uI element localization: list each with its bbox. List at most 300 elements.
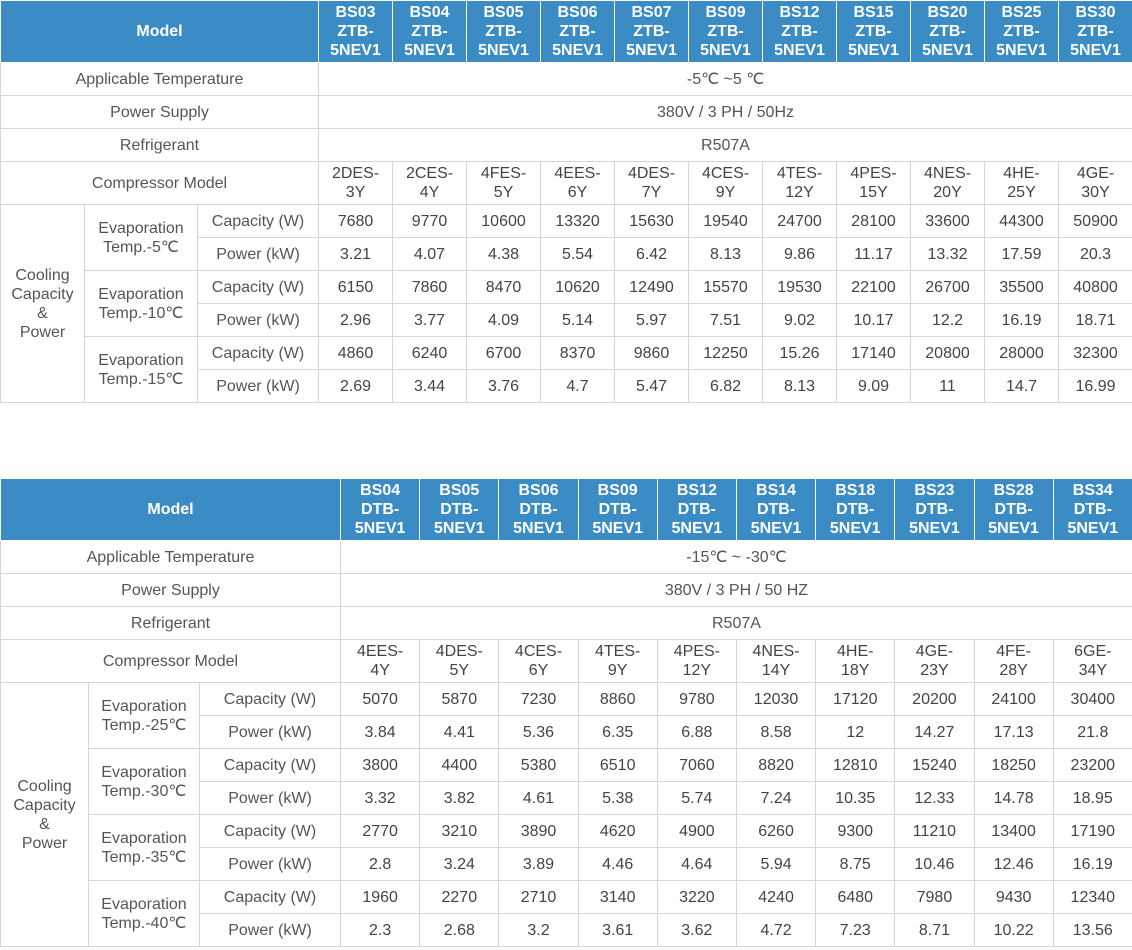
evaporation-temp-line: Evaporation — [98, 219, 184, 237]
capacity-value: 7680 — [319, 205, 393, 238]
power-value: 14.7 — [985, 370, 1059, 403]
evaporation-temp-line: Temp.-30℃ — [101, 782, 187, 800]
capacity-value: 12340 — [1053, 881, 1132, 914]
model-name-line: 5NEV1 — [552, 42, 603, 59]
evaporation-temp-line: Temp.-5℃ — [103, 238, 179, 256]
model-header-row — [1, 479, 1132, 541]
power-value: 11 — [911, 370, 985, 403]
compressor-model-line: 5Y — [449, 662, 470, 679]
model-name-cell — [736, 479, 815, 541]
capacity-value: 17140 — [837, 337, 911, 370]
capacity-value: 15630 — [615, 205, 689, 238]
capacity-value: 8470 — [467, 271, 541, 304]
evaporation-temp-label — [89, 881, 200, 947]
capacity-value: 6240 — [393, 337, 467, 370]
power-value: 2.69 — [319, 370, 393, 403]
capacity-value: 50900 — [1059, 205, 1132, 238]
model-name-cell — [895, 479, 974, 541]
capacity-value: 7860 — [393, 271, 467, 304]
power-value: 3.44 — [393, 370, 467, 403]
refrigerant-value: R507A — [319, 129, 1132, 162]
capacity-value: 15.26 — [763, 337, 837, 370]
power-label: Power (kW) — [198, 370, 319, 403]
capacity-value: 17190 — [1053, 815, 1132, 848]
cooling-label-line: Power — [19, 323, 66, 341]
model-name-cell — [615, 1, 689, 63]
capacity-value: 7980 — [895, 881, 974, 914]
power-value: 16.19 — [985, 304, 1059, 337]
model-name-cell — [974, 479, 1053, 541]
model-name-line: BS28 — [993, 482, 1034, 499]
power-value: 20.3 — [1059, 238, 1132, 271]
model-name-line: BS07 — [631, 4, 672, 21]
compressor-model-label: Compressor Model — [1, 640, 341, 683]
model-name-cell — [1059, 1, 1132, 63]
compressor-model-cell — [615, 162, 689, 205]
model-name-line: BS06 — [557, 4, 598, 21]
capacity-value: 15240 — [895, 749, 974, 782]
power-value: 8.13 — [763, 370, 837, 403]
compressor-model-cell — [341, 640, 420, 683]
compressor-model-line: 20Y — [933, 184, 962, 201]
compressor-model-line: 5Y — [493, 184, 514, 201]
capacity-value: 8860 — [578, 683, 657, 716]
power-value: 17.13 — [974, 716, 1053, 749]
model-name-line: BS20 — [927, 4, 968, 21]
model-name-line: DTB- — [361, 501, 400, 518]
model-name-cell — [467, 1, 541, 63]
power-value: 18.95 — [1053, 782, 1132, 815]
power-value: 18.71 — [1059, 304, 1132, 337]
capacity-value: 4400 — [420, 749, 499, 782]
power-value: 7.23 — [816, 914, 895, 947]
capacity-value: 3800 — [341, 749, 420, 782]
capacity-row — [1, 337, 1132, 370]
power-value: 2.68 — [420, 914, 499, 947]
applicable-temperature-value: -5℃ ~5 ℃ — [319, 63, 1132, 96]
capacity-value: 24100 — [974, 683, 1053, 716]
power-value: 12.2 — [911, 304, 985, 337]
model-name-cell — [1053, 479, 1132, 541]
model-name-line: ZTB- — [633, 23, 670, 40]
capacity-label: Capacity (W) — [198, 271, 319, 304]
evaporation-temp-label — [89, 815, 200, 881]
capacity-value: 15570 — [689, 271, 763, 304]
power-value: 4.61 — [499, 782, 578, 815]
compressor-model-line: 3Y — [345, 184, 366, 201]
power-supply-label: Power Supply — [1, 574, 341, 607]
model-name-line: DTB- — [836, 501, 875, 518]
model-header-label: Model — [1, 479, 341, 541]
model-name-cell — [689, 1, 763, 63]
compressor-model-line: 4CES- — [701, 165, 750, 182]
capacity-value: 28100 — [837, 205, 911, 238]
model-name-line: BS04 — [360, 482, 401, 499]
power-value: 9.86 — [763, 238, 837, 271]
model-name-line: BS12 — [779, 4, 820, 21]
compressor-model-line: 4FES- — [480, 165, 527, 182]
capacity-value: 3890 — [499, 815, 578, 848]
capacity-row — [1, 683, 1132, 716]
power-value: 3.77 — [393, 304, 467, 337]
model-name-line: 5NEV1 — [354, 520, 406, 537]
power-value: 5.54 — [541, 238, 615, 271]
power-value: 3.84 — [341, 716, 420, 749]
refrigerant-row — [1, 607, 1132, 640]
compressor-model-line: 23Y — [920, 662, 949, 679]
power-value: 3.76 — [467, 370, 541, 403]
model-name-line: 5NEV1 — [829, 520, 881, 537]
compressor-model-line: 34Y — [1078, 662, 1108, 679]
model-name-cell — [319, 1, 393, 63]
model-name-line: BS06 — [518, 482, 559, 499]
model-name-line: DTB- — [1073, 501, 1112, 518]
compressor-model-cell — [911, 162, 985, 205]
model-name-line: ZTB- — [929, 23, 966, 40]
power-supply-row — [1, 96, 1132, 129]
model-name-line: 5NEV1 — [909, 520, 960, 537]
model-name-cell — [541, 1, 615, 63]
power-value: 10.35 — [816, 782, 895, 815]
power-supply-value: 380V / 3 PH / 50 HZ — [341, 574, 1132, 607]
capacity-value: 20800 — [911, 337, 985, 370]
model-name-line: ZTB- — [559, 23, 596, 40]
capacity-value: 13320 — [541, 205, 615, 238]
evaporation-temp-line: Temp.-10℃ — [98, 304, 184, 322]
model-name-line: BS09 — [597, 482, 638, 499]
model-name-line: ZTB- — [855, 23, 892, 40]
model-name-line: 5NEV1 — [700, 42, 751, 59]
power-value: 16.19 — [1053, 848, 1132, 881]
model-name-line: DTB- — [440, 501, 479, 518]
compressor-model-line: 4Y — [419, 184, 440, 201]
compressor-model-row — [1, 640, 1132, 683]
compressor-model-cell — [1053, 640, 1132, 683]
capacity-value: 19530 — [763, 271, 837, 304]
capacity-value: 7230 — [499, 683, 578, 716]
power-value: 3.62 — [657, 914, 736, 947]
power-value: 12.46 — [974, 848, 1053, 881]
power-value: 9.02 — [763, 304, 837, 337]
applicable-temperature-value: -15℃ ~ -30℃ — [341, 541, 1132, 574]
model-name-line: BS34 — [1072, 482, 1113, 499]
evaporation-temp-line: Temp.-25℃ — [101, 716, 187, 734]
power-value: 4.46 — [578, 848, 657, 881]
compressor-model-line: 4HE- — [1003, 165, 1040, 182]
power-value: 5.14 — [541, 304, 615, 337]
capacity-value: 6510 — [578, 749, 657, 782]
compressor-model-line: 25Y — [1007, 184, 1036, 201]
power-value: 9.09 — [837, 370, 911, 403]
compressor-model-line: 28Y — [999, 662, 1028, 679]
compressor-model-cell — [736, 640, 815, 683]
compressor-model-cell — [541, 162, 615, 205]
compressor-model-line: 4DES- — [627, 165, 676, 182]
model-name-line: 5NEV1 — [592, 520, 644, 537]
power-value: 3.24 — [420, 848, 499, 881]
compressor-model-cell — [816, 640, 895, 683]
compressor-model-line: 12Y — [785, 184, 814, 201]
evaporation-temp-line: Evaporation — [98, 351, 184, 369]
compressor-model-line: 7Y — [641, 184, 662, 201]
compressor-model-cell — [985, 162, 1059, 205]
power-value: 21.8 — [1053, 716, 1132, 749]
capacity-value: 30400 — [1053, 683, 1132, 716]
compressor-model-line: 4HE- — [837, 643, 874, 660]
model-name-cell — [837, 1, 911, 63]
evaporation-temp-label — [89, 683, 200, 749]
compressor-model-line: 12Y — [682, 662, 712, 679]
compressor-model-line: 6GE- — [1074, 643, 1112, 660]
compressor-model-line: 6Y — [567, 184, 588, 201]
capacity-value: 9860 — [615, 337, 689, 370]
capacity-value: 3210 — [420, 815, 499, 848]
cooling-label-line: Cooling — [17, 777, 72, 795]
power-value: 5.36 — [499, 716, 578, 749]
capacity-value: 17120 — [816, 683, 895, 716]
model-name-cell — [420, 479, 499, 541]
model-name-line: BS25 — [1001, 4, 1042, 21]
capacity-row — [1, 271, 1132, 304]
compressor-model-line: 4GE- — [915, 643, 954, 660]
capacity-value: 28000 — [985, 337, 1059, 370]
applicable-temperature-row — [1, 541, 1132, 574]
power-value: 12.33 — [895, 782, 974, 815]
capacity-label: Capacity (W) — [200, 683, 341, 716]
compressor-model-line: 4Y — [370, 662, 390, 679]
power-value: 4.41 — [420, 716, 499, 749]
power-value: 2.8 — [341, 848, 420, 881]
power-value: 3.89 — [499, 848, 578, 881]
capacity-row — [1, 881, 1132, 914]
refrigerant-label: Refrigerant — [1, 129, 319, 162]
capacity-value: 19540 — [689, 205, 763, 238]
power-value: 4.38 — [467, 238, 541, 271]
model-name-line: ZTB- — [1003, 23, 1040, 40]
capacity-value: 24700 — [763, 205, 837, 238]
capacity-value: 12030 — [736, 683, 815, 716]
capacity-value: 7060 — [657, 749, 736, 782]
model-name-line: 5NEV1 — [1067, 520, 1119, 537]
model-name-line: BS05 — [483, 4, 524, 21]
power-value: 13.56 — [1053, 914, 1132, 947]
power-value: 2.3 — [341, 914, 420, 947]
compressor-model-cell — [895, 640, 974, 683]
model-name-cell — [911, 1, 985, 63]
model-name-cell — [816, 479, 895, 541]
capacity-value: 35500 — [985, 271, 1059, 304]
cooling-capacity-power-label — [1, 683, 89, 947]
power-value: 7.51 — [689, 304, 763, 337]
compressor-model-cell — [578, 640, 657, 683]
power-label: Power (kW) — [198, 238, 319, 271]
capacity-value: 9770 — [393, 205, 467, 238]
evaporation-temp-line: Evaporation — [101, 697, 187, 715]
applicable-temperature-label: Applicable Temperature — [1, 541, 341, 574]
power-value: 12 — [816, 716, 895, 749]
model-name-line: DTB- — [994, 501, 1033, 518]
compressor-model-line: 9Y — [715, 184, 736, 201]
power-label: Power (kW) — [200, 848, 341, 881]
power-value: 8.13 — [689, 238, 763, 271]
compressor-model-cell — [420, 640, 499, 683]
compressor-model-cell — [499, 640, 578, 683]
compressor-model-line: 4NES- — [752, 643, 800, 660]
evaporation-temp-line: Evaporation — [98, 285, 184, 303]
cooling-label-line: Capacity — [11, 285, 74, 303]
power-value: 14.78 — [974, 782, 1053, 815]
capacity-value: 2270 — [420, 881, 499, 914]
compressor-model-line: 4EES- — [356, 643, 404, 660]
evaporation-temp-line: Temp.-40℃ — [101, 914, 187, 932]
capacity-value: 11210 — [895, 815, 974, 848]
model-name-line: ZTB- — [485, 23, 522, 40]
model-name-line: 5NEV1 — [478, 42, 529, 59]
power-value: 4.72 — [736, 914, 815, 947]
power-value: 5.97 — [615, 304, 689, 337]
model-name-line: DTB- — [677, 501, 716, 518]
capacity-value: 5380 — [499, 749, 578, 782]
compressor-model-cell — [319, 162, 393, 205]
evaporation-temp-line: Evaporation — [101, 895, 187, 913]
power-value: 5.38 — [578, 782, 657, 815]
power-value: 7.24 — [736, 782, 815, 815]
cooling-label-line: Capacity — [13, 796, 76, 814]
compressor-model-cell — [467, 162, 541, 205]
evaporation-temp-label — [85, 205, 198, 271]
model-name-line: 5NEV1 — [774, 42, 825, 59]
compressor-model-label: Compressor Model — [1, 162, 319, 205]
capacity-value: 13400 — [974, 815, 1053, 848]
model-name-line: ZTB- — [411, 23, 448, 40]
model-name-line: BS18 — [835, 482, 876, 499]
model-name-line: BS12 — [676, 482, 717, 499]
model-name-line: DTB- — [598, 501, 637, 518]
capacity-value: 4240 — [736, 881, 815, 914]
capacity-value: 3220 — [657, 881, 736, 914]
capacity-value: 6260 — [736, 815, 815, 848]
model-name-line: ZTB- — [781, 23, 818, 40]
model-name-line: 5NEV1 — [1070, 42, 1121, 59]
power-value: 10.46 — [895, 848, 974, 881]
power-value: 4.7 — [541, 370, 615, 403]
capacity-value: 10600 — [467, 205, 541, 238]
evaporation-temp-label — [85, 271, 198, 337]
capacity-value: 9780 — [657, 683, 736, 716]
capacity-value: 1960 — [341, 881, 420, 914]
capacity-label: Capacity (W) — [198, 205, 319, 238]
compressor-model-cell — [393, 162, 467, 205]
capacity-label: Capacity (W) — [200, 815, 341, 848]
model-name-line: ZTB- — [337, 23, 374, 40]
model-name-line: 5NEV1 — [404, 42, 455, 59]
compressor-model-line: 15Y — [859, 184, 888, 201]
capacity-value: 5070 — [341, 683, 420, 716]
model-name-cell — [657, 479, 736, 541]
capacity-value: 12490 — [615, 271, 689, 304]
power-value: 2.96 — [319, 304, 393, 337]
cooling-label-line: Power — [21, 834, 68, 852]
compressor-model-line: 4DES- — [435, 643, 483, 660]
spec-table-ztb — [0, 0, 1132, 403]
model-name-cell — [578, 479, 657, 541]
model-name-line: BS14 — [756, 482, 797, 499]
compressor-model-line: 4PES- — [850, 165, 897, 182]
model-name-line: 5NEV1 — [988, 520, 1039, 537]
compressor-model-line: 18Y — [841, 662, 870, 679]
compressor-model-line: 14Y — [761, 662, 791, 679]
compressor-model-cell — [689, 162, 763, 205]
capacity-label: Capacity (W) — [200, 749, 341, 782]
capacity-row — [1, 205, 1132, 238]
capacity-label: Capacity (W) — [200, 881, 341, 914]
applicable-temperature-label: Applicable Temperature — [1, 63, 319, 96]
power-label: Power (kW) — [200, 782, 341, 815]
capacity-value: 6480 — [816, 881, 895, 914]
cooling-capacity-power-label — [1, 205, 85, 403]
power-value: 5.74 — [657, 782, 736, 815]
power-value: 6.88 — [657, 716, 736, 749]
compressor-model-line: 4NES- — [923, 165, 972, 182]
refrigerant-value: R507A — [341, 607, 1132, 640]
compressor-model-line: 30Y — [1081, 184, 1110, 201]
model-name-line: 5NEV1 — [671, 520, 723, 537]
model-name-line: BS05 — [439, 482, 480, 499]
cooling-label-line: Cooling — [15, 266, 70, 284]
capacity-value: 4620 — [578, 815, 657, 848]
capacity-value: 12810 — [816, 749, 895, 782]
model-header-row — [1, 1, 1132, 63]
power-value: 5.47 — [615, 370, 689, 403]
capacity-value: 18250 — [974, 749, 1053, 782]
compressor-model-cell — [1059, 162, 1132, 205]
evaporation-temp-line: Evaporation — [101, 829, 187, 847]
compressor-model-line: 4EES- — [554, 165, 601, 182]
compressor-model-line: 4GE- — [1076, 165, 1115, 182]
capacity-value: 8370 — [541, 337, 615, 370]
capacity-value: 22100 — [837, 271, 911, 304]
compressor-model-row — [1, 162, 1132, 205]
power-value: 17.59 — [985, 238, 1059, 271]
power-value: 6.42 — [615, 238, 689, 271]
power-supply-value: 380V / 3 PH / 50Hz — [319, 96, 1132, 129]
power-value: 3.61 — [578, 914, 657, 947]
capacity-value: 23200 — [1053, 749, 1132, 782]
evaporation-temp-label — [85, 337, 198, 403]
power-value: 16.99 — [1059, 370, 1132, 403]
power-value: 8.75 — [816, 848, 895, 881]
power-value: 13.32 — [911, 238, 985, 271]
compressor-model-cell — [837, 162, 911, 205]
compressor-model-line: 4CES- — [514, 643, 563, 660]
spec-table-dtb — [0, 478, 1132, 947]
capacity-value: 3140 — [578, 881, 657, 914]
capacity-value: 8820 — [736, 749, 815, 782]
refrigerant-row — [1, 129, 1132, 162]
capacity-value: 12250 — [689, 337, 763, 370]
power-value: 11.17 — [837, 238, 911, 271]
model-name-line: 5NEV1 — [626, 42, 677, 59]
power-value: 3.82 — [420, 782, 499, 815]
power-value: 3.2 — [499, 914, 578, 947]
applicable-temperature-row — [1, 63, 1132, 96]
power-value: 10.17 — [837, 304, 911, 337]
model-name-cell — [499, 479, 578, 541]
capacity-value: 6700 — [467, 337, 541, 370]
power-value: 8.58 — [736, 716, 815, 749]
compressor-model-line: 2DES- — [331, 165, 380, 182]
model-name-line: 5NEV1 — [848, 42, 899, 59]
